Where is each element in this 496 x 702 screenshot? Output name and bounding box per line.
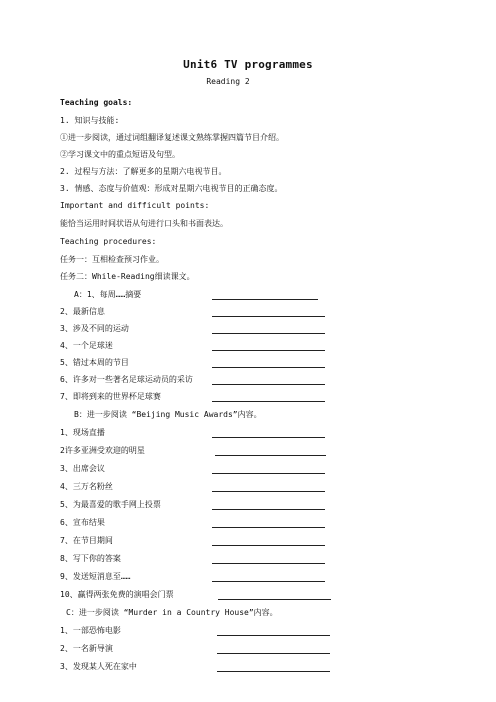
goal-item: 1. 知识与技能: [60, 116, 120, 125]
phrase-item: 4、一个足球迷 [60, 341, 113, 350]
key-points-heading: Important and difficult points: [60, 201, 210, 210]
document-title: Unit6 TV programmes [183, 58, 313, 71]
answer-blank[interactable] [212, 401, 325, 402]
document-subtitle: Reading 2 [206, 77, 250, 86]
answer-blank[interactable] [212, 333, 325, 334]
answer-blank[interactable] [215, 455, 326, 456]
answer-blank[interactable] [212, 545, 325, 546]
phrase-item: 4、三万名粉丝 [60, 482, 113, 491]
answer-blank[interactable] [217, 653, 330, 654]
answer-blank[interactable] [212, 437, 325, 438]
answer-blank[interactable] [212, 491, 325, 492]
phrase-item: 9、发送短消息至…… [60, 572, 131, 581]
phrase-item: 2许多亚洲受欢迎的明星 [60, 446, 145, 455]
goal-item: 3. 情感、态度与价值观：形成对星期六电视节目的正确态度。 [60, 184, 283, 193]
goal-item: 2. 过程与方法：了解更多的星期六电视节目。 [60, 167, 227, 176]
answer-blank[interactable] [212, 299, 318, 300]
phrase-item: 6、许多对一些著名足球运动员的采访 [60, 375, 193, 384]
answer-blank[interactable] [212, 316, 325, 317]
phrase-item: 7、在节目期间 [60, 536, 113, 545]
section-b-heading: B：进一步阅读 “Beijing Music Awards”内容。 [74, 410, 262, 419]
answer-blank[interactable] [212, 350, 325, 351]
section-c-heading: C：进一步阅读 “Murder in a Country House”内容。 [66, 608, 278, 617]
task-two: 任务二：While-Reading细读课文。 [60, 272, 195, 281]
phrase-item: 2、最新信息 [60, 307, 105, 316]
teaching-goals-heading: Teaching goals: [60, 98, 133, 107]
answer-blank[interactable] [212, 473, 325, 474]
phrase-item: 5、错过本周的节目 [60, 358, 129, 367]
phrase-item: 3、出席会议 [60, 464, 105, 473]
answer-blank[interactable] [212, 581, 325, 582]
phrase-item: 2、一名新导演 [60, 644, 113, 653]
phrase-item: 3、发现某人死在家中 [60, 662, 137, 671]
answer-blank[interactable] [212, 563, 325, 564]
answer-blank[interactable] [217, 635, 330, 636]
answer-blank[interactable] [217, 671, 330, 672]
answer-blank[interactable] [212, 384, 325, 385]
procedures-heading: Teaching procedures: [60, 237, 157, 246]
phrase-item: 1、现场直播 [60, 428, 105, 437]
phrase-item: 10、赢得两张免费的演唱会门票 [60, 590, 174, 599]
answer-blank[interactable] [212, 509, 325, 510]
phrase-item: A：1、每周……摘要 [74, 290, 142, 299]
task-one: 任务一：互相检查预习作业。 [60, 255, 164, 264]
phrase-item: 5、为最喜爱的歌手网上投票 [60, 500, 161, 509]
phrase-item: 6、宣布结果 [60, 518, 105, 527]
phrase-item: 8、写下你的答案 [60, 554, 121, 563]
answer-blank[interactable] [218, 599, 331, 600]
answer-blank[interactable] [212, 527, 325, 528]
goal-item: ②学习课文中的重点短语及句型。 [60, 150, 180, 159]
answer-blank[interactable] [212, 367, 325, 368]
phrase-item: 3、涉及不同的运动 [60, 324, 129, 333]
phrase-item: 1、一部恐怖电影 [60, 626, 121, 635]
phrase-item: 7、即将到来的世界杯足球赛 [60, 392, 161, 401]
goal-item: ①进一步阅读，通过词组翻译复述课文熟练掌握四篇节目介绍。 [60, 133, 284, 142]
key-points-text: 能恰当运用时间状语从句进行口头和书面表达。 [60, 219, 228, 228]
